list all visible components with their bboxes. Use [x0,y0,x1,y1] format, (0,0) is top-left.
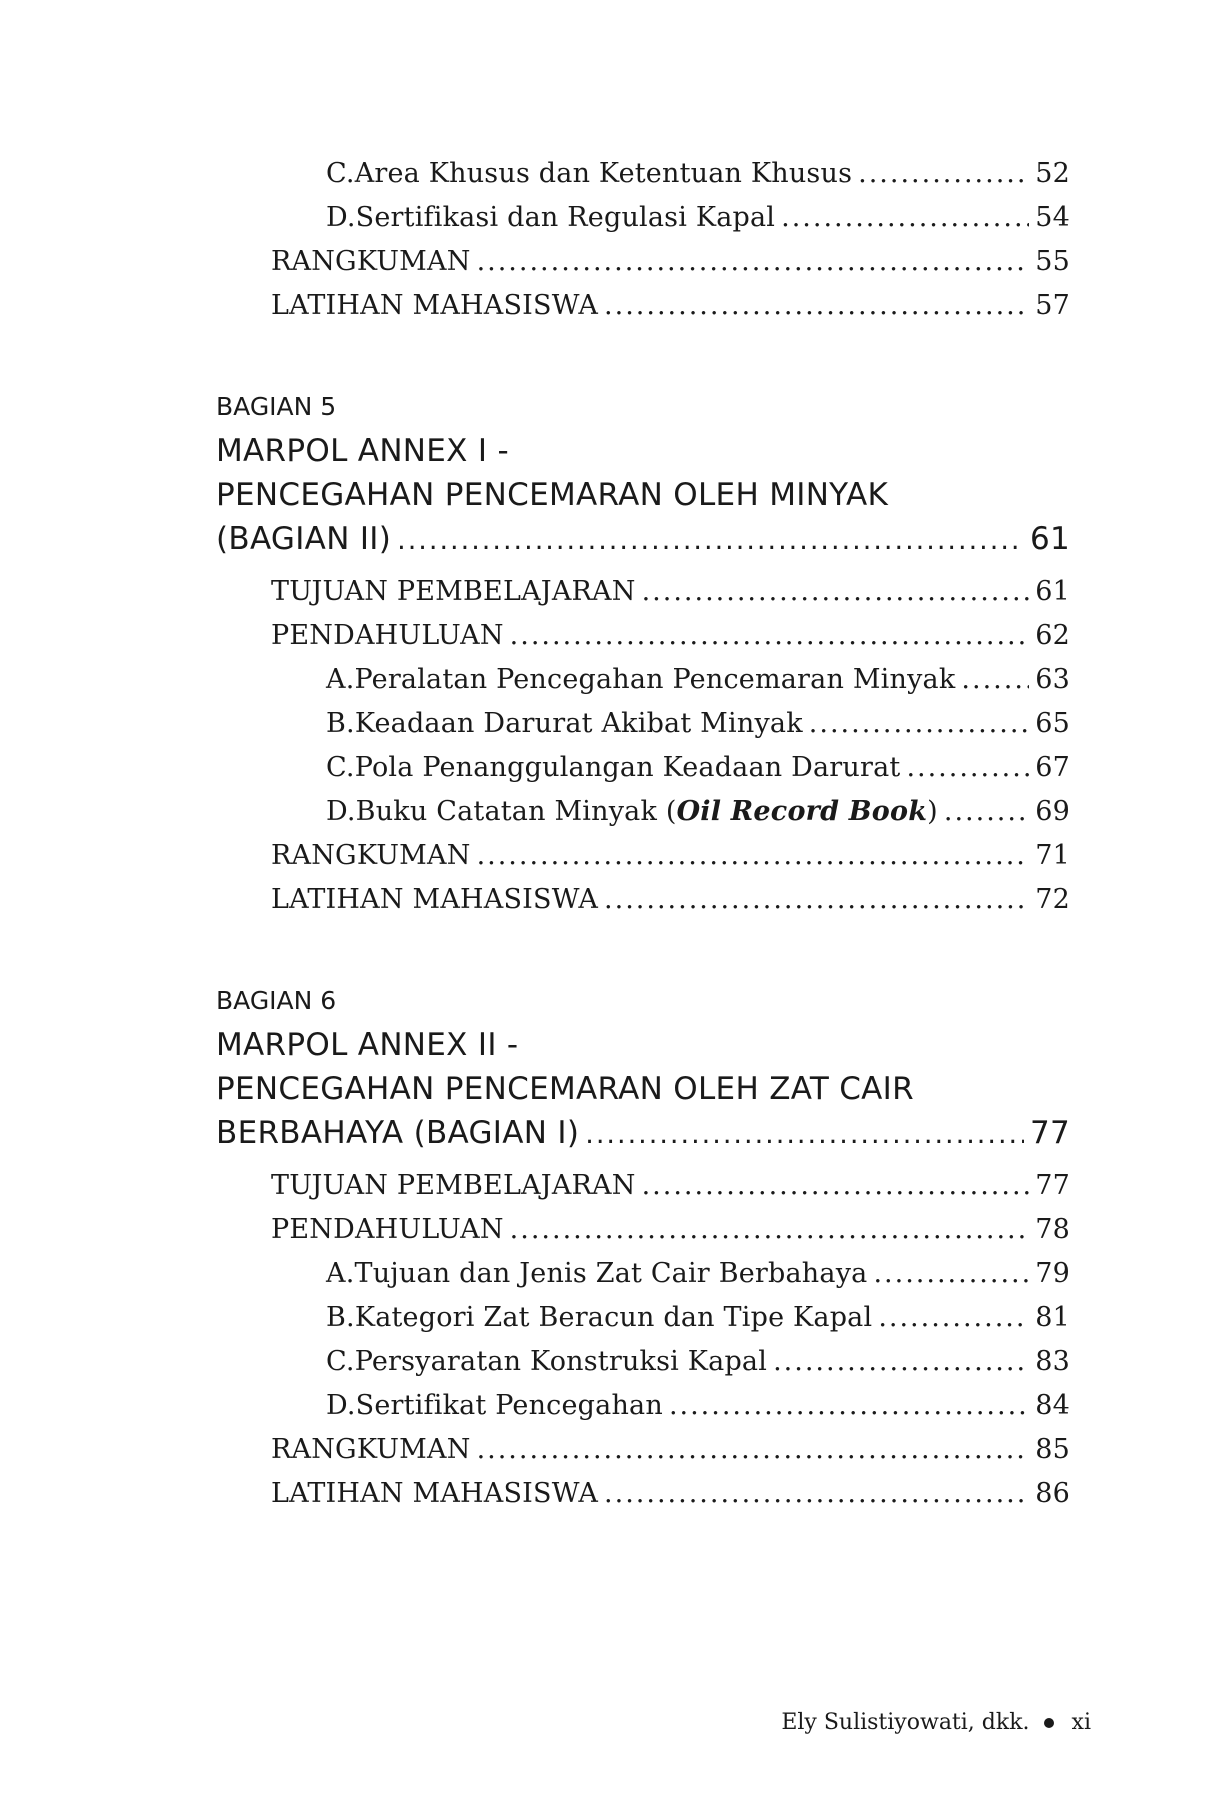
entry-title: RANGKUMAN [271,1434,471,1465]
dot-leader [642,1170,1030,1201]
entry-page: 67 [1035,752,1070,783]
entry-page: 52 [1035,158,1070,189]
entry-page: 78 [1035,1214,1070,1245]
entry-letter: B. [326,708,355,739]
entry-letter: C. [326,752,355,783]
toc-entry-latihan[interactable] [271,290,1070,321]
toc-entry-pendahuluan[interactable] [271,1214,1070,1245]
dot-leader [477,1434,1030,1465]
entry-title: Peralatan Pencegahan Pencemaran Minyak [354,664,956,695]
entry-page: 83 [1035,1346,1070,1377]
toc-entry[interactable] [326,1346,1070,1377]
entry-title: Pola Penanggulangan Keadaan Darurat [354,752,901,783]
part-title-line: BERBAHAYA (BAGIAN I) [216,1115,580,1151]
entry-page: 79 [1035,1258,1070,1289]
toc-entry[interactable] [326,708,1070,739]
entry-title: Area Khusus dan Ketentuan Khusus [354,158,853,189]
entry-page: 81 [1035,1302,1070,1333]
dot-leader [585,1119,1024,1150]
entry-page: 69 [1035,796,1070,827]
entry-title-prefix: Buku Catatan Minyak ( [355,796,677,827]
dot-leader [669,1390,1029,1421]
toc-entry[interactable] [326,158,1070,189]
toc-entry-latihan[interactable] [271,1478,1070,1509]
page-footer [781,1710,1091,1735]
entry-title: LATIHAN MAHASISWA [271,290,599,321]
toc-entry[interactable] [326,752,1070,783]
dot-leader [477,840,1030,871]
entry-title: PENDAHULUAN [271,620,504,651]
toc-entry-tujuan[interactable] [271,576,1070,607]
entry-page: 57 [1035,290,1070,321]
footer-author: Ely Sulistiyowati, dkk. [781,1710,1030,1735]
toc-entry[interactable] [326,664,1070,695]
entry-page: 63 [1035,664,1070,695]
entry-title: Keadaan Darurat Akibat Minyak [354,708,803,739]
entry-title: RANGKUMAN [271,840,471,871]
dot-leader [773,1346,1029,1377]
part-title-entry[interactable] [216,521,1070,557]
entry-page: 72 [1035,884,1070,915]
toc-entry[interactable] [326,202,1070,233]
dot-leader [781,202,1029,233]
dot-leader [873,1258,1029,1289]
toc-entry[interactable] [326,1302,1070,1333]
entry-page: 77 [1035,1170,1070,1201]
part-title-line: (BAGIAN II) [216,521,392,557]
dot-leader [858,158,1029,189]
entry-page: 84 [1035,1390,1070,1421]
entry-page: 85 [1035,1434,1070,1465]
part-title-line: MARPOL ANNEX II - [216,1027,519,1063]
dot-leader [510,1214,1030,1245]
toc-entry[interactable] [326,1258,1070,1289]
entry-title: PENDAHULUAN [271,1214,504,1245]
entry-title: Persyaratan Konstruksi Kapal [354,1346,768,1377]
dot-leader [604,1478,1029,1509]
entry-letter: C. [326,1346,355,1377]
entry-page: 54 [1035,202,1070,233]
entry-title: TUJUAN PEMBELAJARAN [271,1170,636,1201]
entry-page: 55 [1035,246,1070,277]
entry-page: 62 [1035,620,1070,651]
entry-letter: A. [326,664,355,695]
entry-page: 61 [1029,521,1070,557]
entry-title: Sertifikasi dan Regulasi Kapal [355,202,776,233]
entry-title-suffix: ) [927,796,938,827]
entry-title [356,796,938,827]
dot-leader [944,796,1029,827]
entry-page: 61 [1035,576,1070,607]
entry-title-italic: Oil Record Book [676,796,928,827]
entry-letter: D. [326,1390,356,1421]
toc-entry-latihan[interactable] [271,884,1070,915]
entry-letter: B. [326,1302,355,1333]
toc-entry[interactable] [326,1390,1070,1421]
toc-entry-pendahuluan[interactable] [271,620,1070,651]
entry-letter: C. [326,158,355,189]
toc-entry[interactable] [326,796,1070,827]
part-title-line: PENCEGAHAN PENCEMARAN OLEH ZAT CAIR [216,1071,914,1107]
entry-title: Sertifikat Pencegahan [355,1390,663,1421]
dot-leader [906,752,1029,783]
part-label: BAGIAN 5 [216,392,337,421]
page-number: xi [1071,1710,1091,1735]
entry-letter: A. [326,1258,355,1289]
entry-title: RANGKUMAN [271,246,471,277]
entry-page: 71 [1035,840,1070,871]
dot-leader [604,290,1029,321]
dot-leader [642,576,1030,607]
toc-entry-tujuan[interactable] [271,1170,1070,1201]
toc-entry-rangkuman[interactable] [271,246,1070,277]
dot-leader [510,620,1030,651]
entry-letter: D. [326,796,356,827]
bullet-separator [1044,1718,1054,1728]
part-title-line: PENCEGAHAN PENCEMARAN OLEH MINYAK [216,477,889,513]
dot-leader [961,664,1029,695]
part-title-entry[interactable] [216,1115,1070,1151]
entry-title: TUJUAN PEMBELAJARAN [271,576,636,607]
toc-entry-rangkuman[interactable] [271,1434,1070,1465]
entry-letter: D. [326,202,356,233]
dot-leader [397,525,1024,556]
entry-page: 86 [1035,1478,1070,1509]
part-title-line: MARPOL ANNEX I - [216,433,509,469]
entry-title: Kategori Zat Beracun dan Tipe Kapal [354,1302,873,1333]
toc-entry-rangkuman[interactable] [271,840,1070,871]
entry-title: Tujuan dan Jenis Zat Cair Berbahaya [354,1258,868,1289]
part-label: BAGIAN 6 [216,986,337,1015]
dot-leader [604,884,1029,915]
entry-title: LATIHAN MAHASISWA [271,884,599,915]
entry-page: 77 [1029,1115,1070,1151]
entry-title: LATIHAN MAHASISWA [271,1478,599,1509]
dot-leader [477,246,1030,277]
dot-leader [878,1302,1029,1333]
entry-page: 65 [1035,708,1070,739]
dot-leader [809,708,1029,739]
